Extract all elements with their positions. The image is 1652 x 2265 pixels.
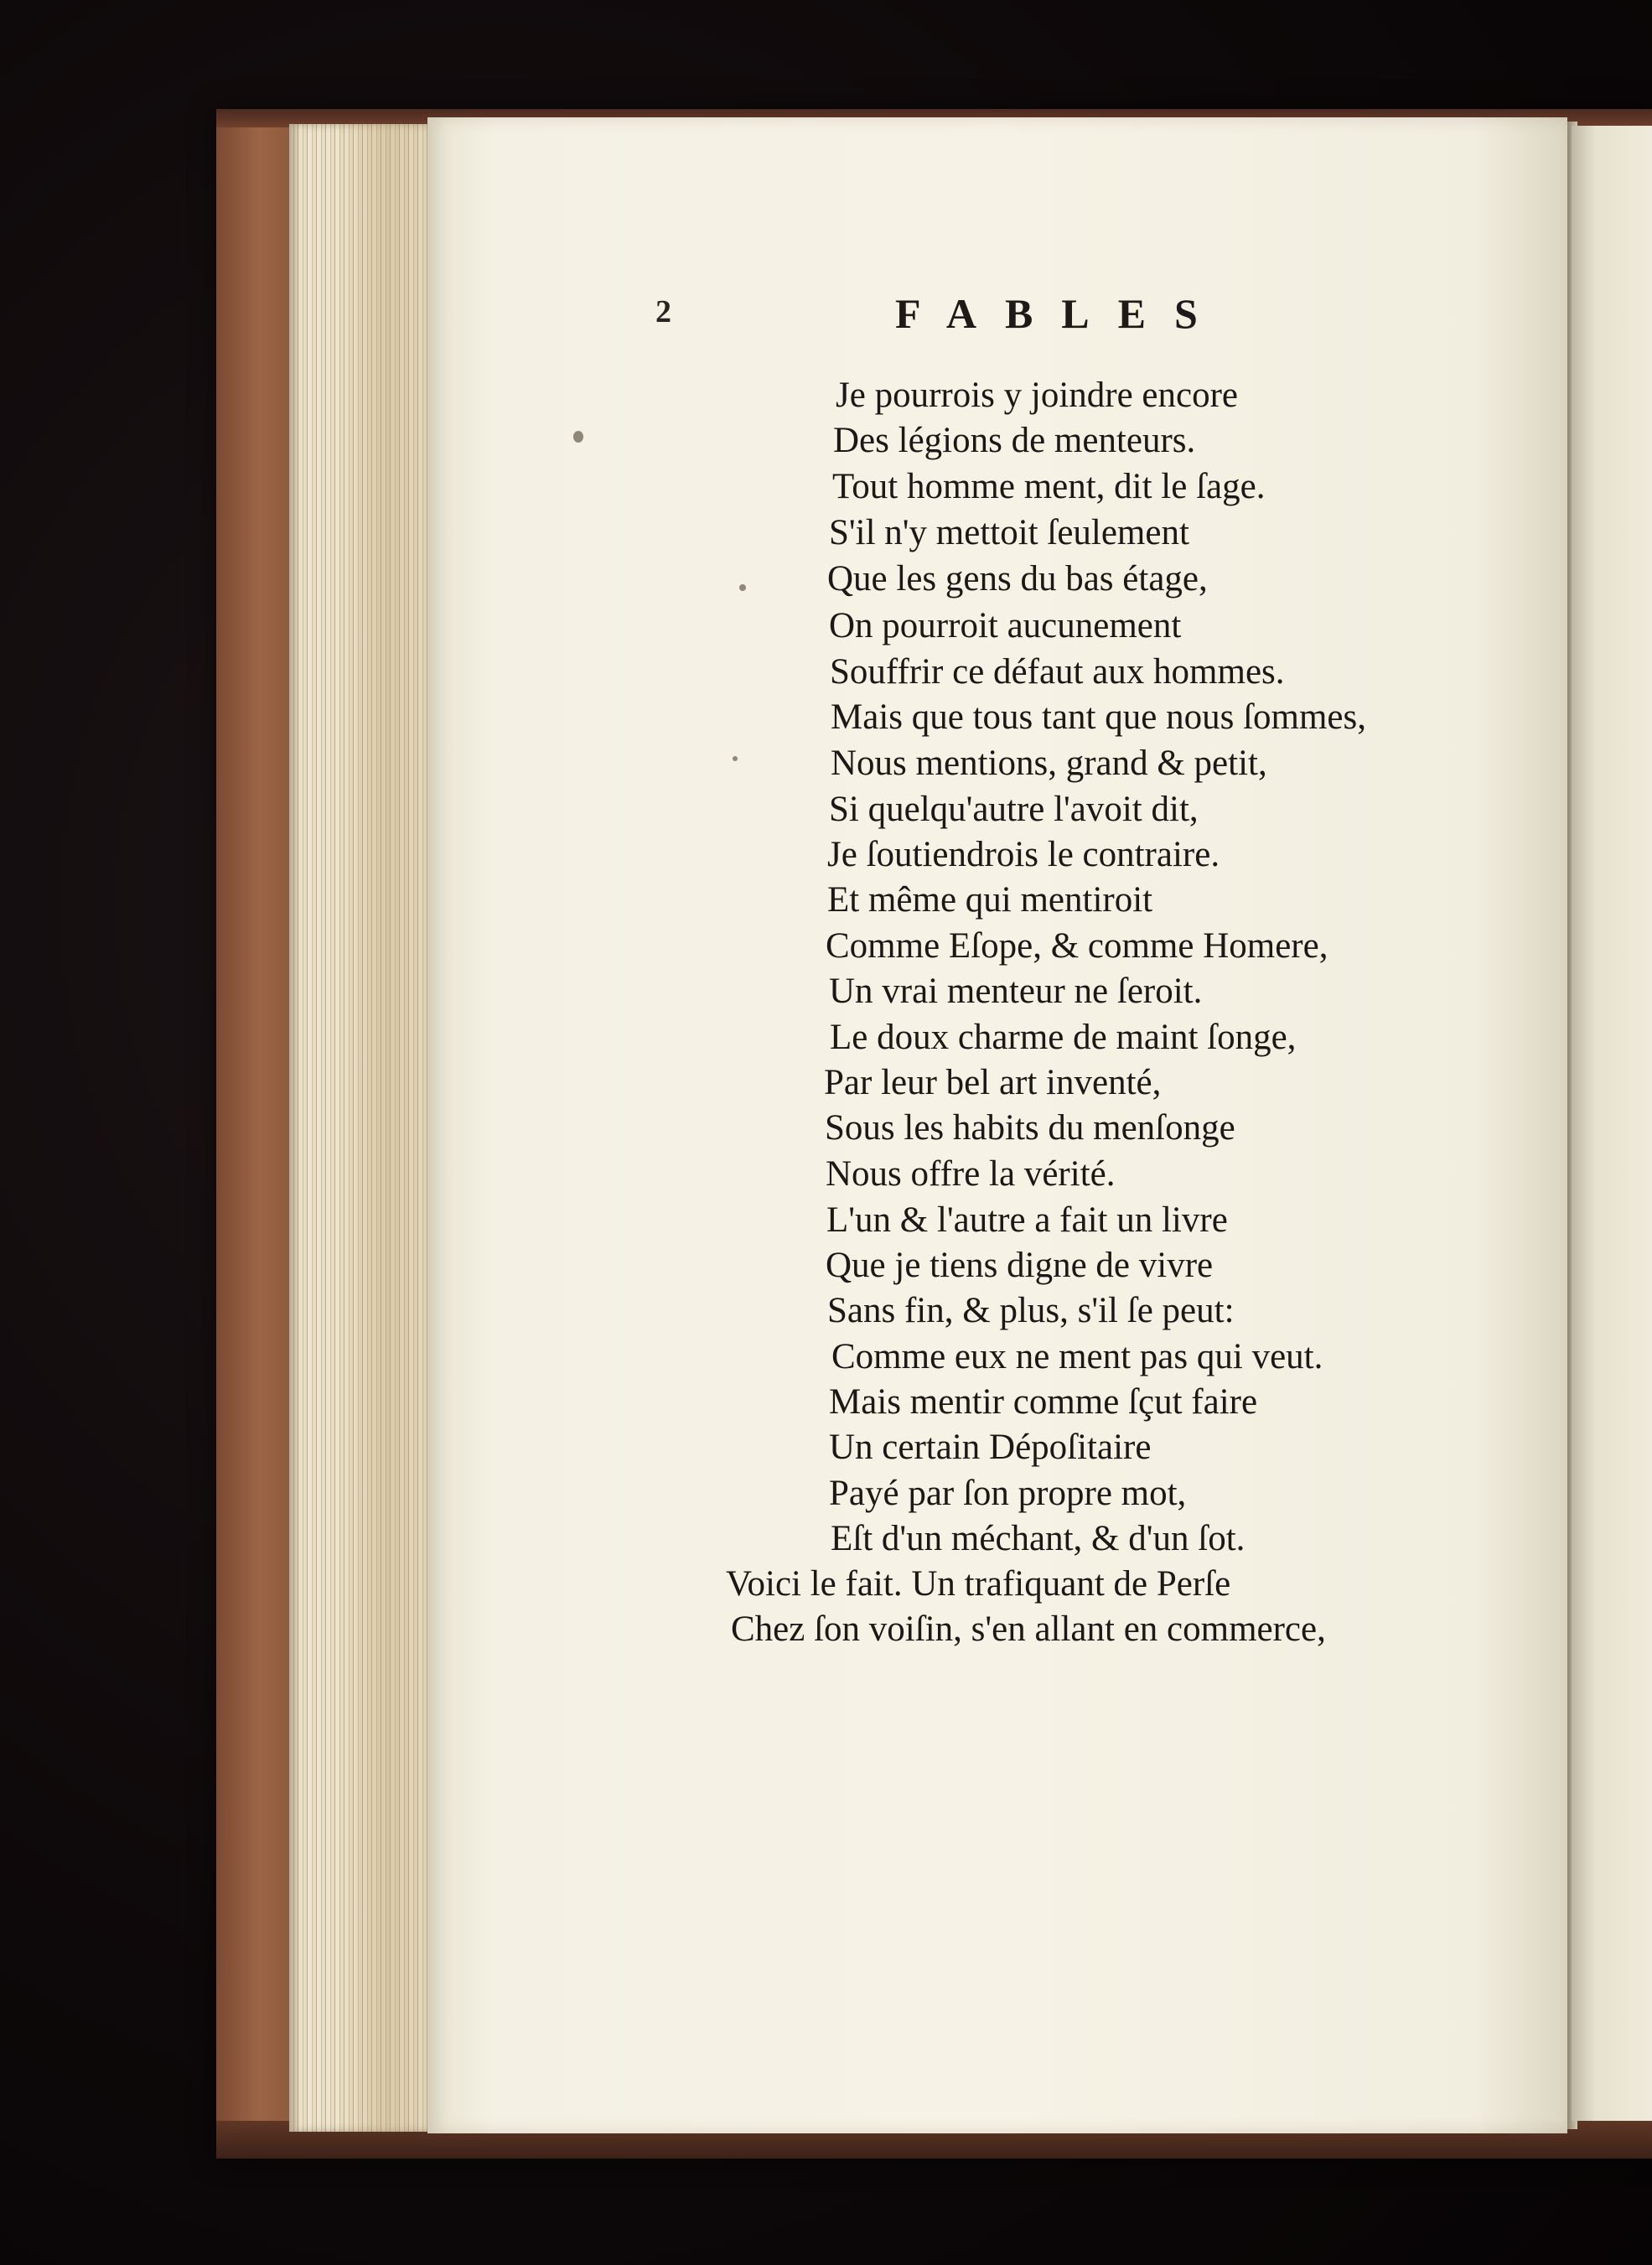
paper-speck [573, 431, 583, 443]
verse-line: Voici le fait. Un trafiquant de Perſe [726, 1564, 1231, 1604]
facing-page [1572, 126, 1652, 2121]
verse-line: Souffrir ce défaut aux hommes. [830, 652, 1285, 692]
verse-line: Et même qui mentiroit [827, 880, 1153, 920]
verse-line: Nous mentions, grand & petit, [831, 744, 1267, 783]
verse-line: Chez ſon voiſin, s'en allant en commerce, [731, 1609, 1326, 1649]
verse-line: Je ſoutiendrois le contraire. [827, 835, 1220, 874]
verse-line: Nous offre la vérité. [826, 1154, 1116, 1194]
verse-line: Si quelqu'autre l'avoit dit, [829, 790, 1199, 829]
verse-line: L'un & l'autre a fait un livre [826, 1200, 1228, 1240]
verse-line: Mais mentir comme ſçut faire [829, 1382, 1258, 1422]
verse-line: Comme eux ne ment pas qui veut. [831, 1337, 1323, 1376]
verse-line: Un certain Dépoſitaire [829, 1428, 1152, 1467]
verse-line: Par leur bel art inventé, [824, 1063, 1162, 1102]
verse-line: Sous les habits du menſonge [825, 1108, 1235, 1148]
verse-line: Tout homme ment, dit le ſage. [832, 467, 1266, 506]
verse-line: Mais que tous tant que nous ſommes, [831, 697, 1366, 737]
verse-line: Eſt d'un méchant, & d'un ſot. [831, 1519, 1245, 1558]
verse-line: Des légions de menteurs. [833, 421, 1196, 460]
verse-line: On pourroit aucunement [829, 606, 1182, 645]
verse-line: Payé par ſon propre mot, [829, 1474, 1187, 1513]
verse-line: Je pourrois y joindre encore [836, 376, 1239, 415]
verse-line: Le doux charme de maint ſonge, [830, 1018, 1297, 1057]
verse-line: Que les gens du bas étage, [827, 559, 1208, 599]
verse-line: Un vrai menteur ne ſeroit. [829, 972, 1203, 1011]
verse-line: Comme Eſope, & comme Homere, [826, 926, 1328, 966]
page-edge-stain [335, 124, 436, 2132]
verse-line: Sans fin, & plus, s'il ſe peut: [827, 1291, 1235, 1330]
paper-speck [739, 584, 746, 591]
page-number: 2 [655, 294, 671, 329]
verse-line: Que je tiens digne de vivre [826, 1246, 1214, 1285]
verse-line: S'il n'y mettoit ſeulement [829, 513, 1189, 552]
paper-speck [733, 756, 738, 761]
running-head: FABLES [895, 290, 1226, 337]
